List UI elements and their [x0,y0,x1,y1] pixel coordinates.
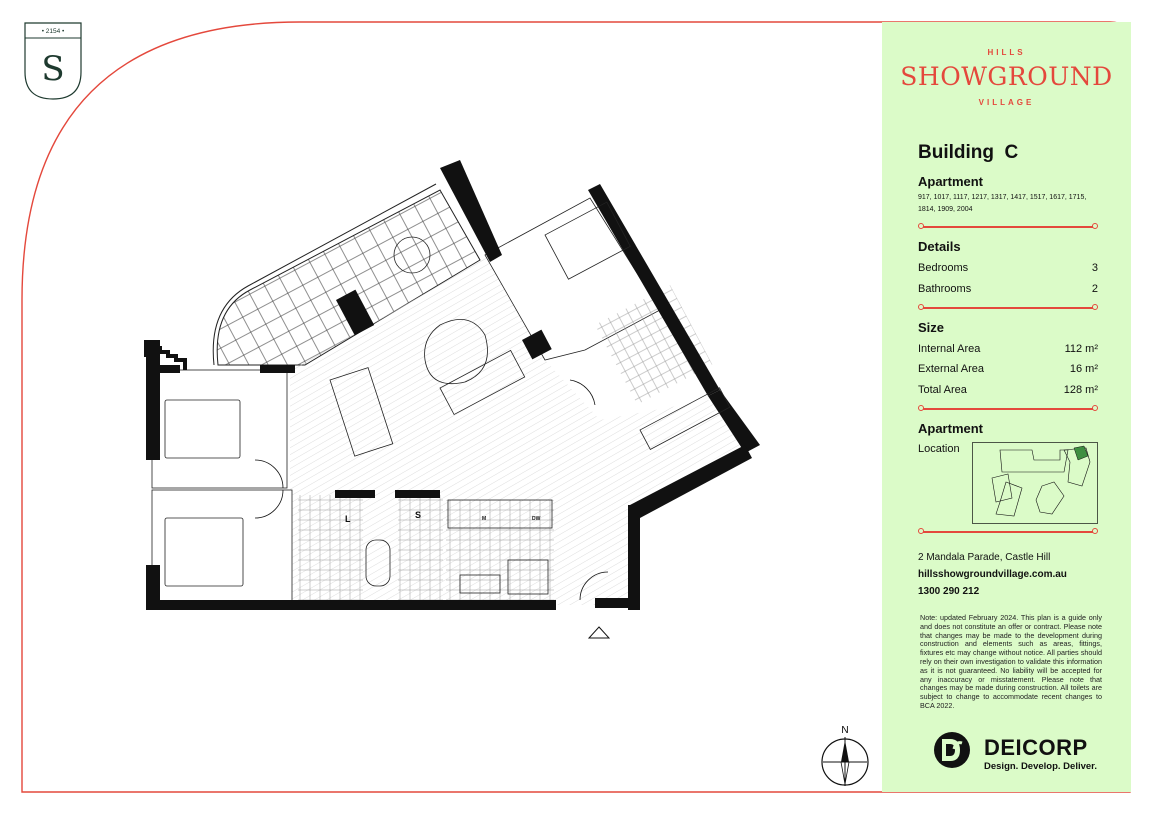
bathrooms-label: Bathrooms [918,283,972,295]
website-link[interactable]: hillsshowgroundvillage.com.au [918,569,1067,580]
external-area-value: 16 m² [1069,363,1098,375]
total-area-label: Total Area [918,384,967,396]
bedrooms-label: Bedrooms [918,262,969,274]
separator [918,304,1098,312]
entry-marker-icon [588,626,610,640]
apartment-numbers: 917, 1017, 1117, 1217, 1317, 1417, 1517, 1617, 1715, 1814, 1909, 2004 [918,194,1087,213]
brand-bottom: VILLAGE [978,98,1035,107]
phone-number[interactable]: 1300 290 212 [918,586,980,597]
details-heading: Details [918,239,961,254]
bedrooms-row [918,262,1098,274]
total-area-row [918,384,1098,396]
internal-area-row [918,343,1098,355]
external-area-label: External Area [918,363,985,375]
separator [918,528,1098,536]
building-label: Building [918,142,994,163]
logo-number: • 2154 • [41,28,65,35]
bathrooms-row [918,283,1098,295]
developer-logo [932,727,1102,777]
microwave-label: M [482,516,487,522]
total-area-value: 128 m² [1063,384,1098,396]
building-heading [918,142,1018,164]
internal-area-value: 112 m² [1064,343,1098,355]
linen-label: L [345,514,351,524]
location-key-plan [972,442,1098,524]
brand-main: SHOWGROUND [900,62,1113,91]
storage-label: S [415,510,422,520]
internal-area-label: Internal Area [918,343,981,355]
north-compass [820,722,870,793]
developer-tagline: Design. Develop. Deliver. [984,761,1097,772]
brand-top: HILLS [987,48,1026,57]
logo-letter: S [41,49,65,89]
bedroom-2 [152,370,287,488]
village-shield-logo [24,22,82,100]
bedroom-3 [152,490,292,602]
size-heading: Size [918,320,945,335]
building-value: C [1004,142,1019,163]
developer-name: DEICORP [984,735,1088,760]
separator [918,223,1098,231]
location-label: Location [918,443,960,455]
apartment-heading: Apartment [918,174,984,189]
dishwasher-label: DW [532,516,541,522]
bedrooms-value: 3 [1091,262,1098,274]
bathroom [298,495,363,600]
separator [918,405,1098,413]
north-label: N [841,725,849,736]
bathrooms-value: 2 [1091,283,1098,295]
location-heading: Apartment [918,421,984,436]
address: 2 Mandala Parade, Castle Hill [918,552,1051,563]
external-area-row [918,363,1098,375]
info-panel [882,22,1131,792]
deicorp-mark-icon [932,729,972,771]
floor-plan [140,160,770,645]
disclaimer-note: Note: updated February 2024. This plan is a guide only and does not constitute an offer or contract. Please note that changes may be made to the development during construction and elements such as areas, fittings, fixtures etc may change without notice. All parties should rely on their own investigation to validate this information as it is not guaranteed. No liability will be accepted for any inaccuracy or misstatement. Please note that changes may be made during construction. All toilets are subject to change to accommodate recent changes to BCA 2022. [920,613,1102,710]
